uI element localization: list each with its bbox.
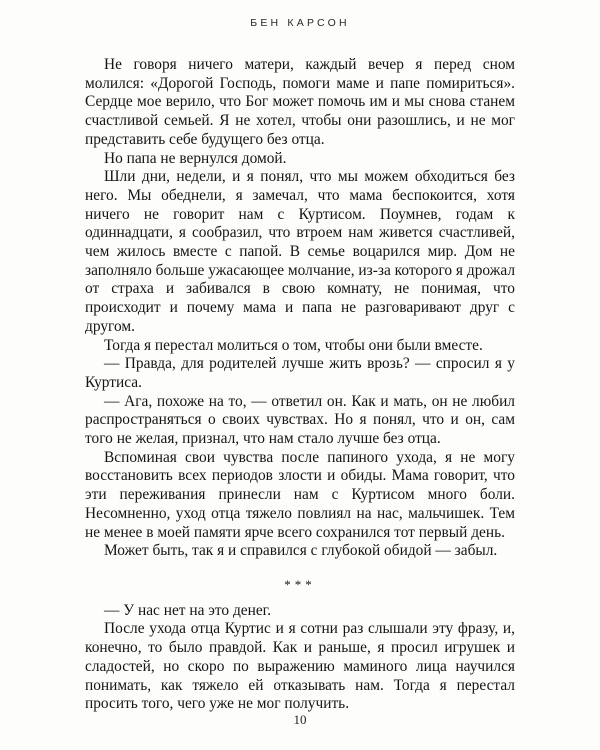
paragraph: Не говоря ничего матери, каждый вечер я перед сном молился: «Дорогой Господь, помоги маме и папе помириться». Сердце мое верило, что Бог может помочь им и мы снова станем счастливой семьей. Я не хотел, чтобы они разошлись, и не мог представить себе будущего без отца. [85,56,515,148]
paragraph: — У нас нет на это денег. [104,601,272,619]
body-text [85,56,515,714]
paragraph: Тогда я перестал молиться о том, чтобы они были вместе. [104,336,483,354]
paragraph: Но папа не вернулся домой. [104,149,287,167]
paragraph: Может быть, так я и справился с глубокой обидой — забыл. [104,542,498,560]
paragraph: — Правда, для родителей лучше жить врозь? — спросил я у Куртиса. [85,355,515,391]
paragraph: — Ага, похоже на то, — ответил он. Как и мать, он не любил распространяться о своих чувствах. Но я понял, что и он, сам того не желая, признал, что нам стало лучше без отца. [85,392,515,448]
paragraph: Вспоминая свои чувства после папиного ухода, я не могу восстановить всех периодов злости и обиды. Мама говорит, что эти переживания принесли нам с Куртисом много боли. Несомненно, уход отца тяжело повлиял на нас, мальчишек. Тем не менее в моей памяти ярче всего сохранился тот первый день. [85,448,515,541]
running-head: БЕН КАРСОН [250,17,350,29]
paragraph: После ухода отца Куртис и я сотни раз слышали эту фразу, и, конечно, то было правдой. Как и раньше, я просил игрушек и сладостей, но скоро по выражению маминого лица научился понимать, как тяжело ей отказывать нам. Тогда я перестал просить того, чего уже не мог получить. [85,620,515,713]
paragraph: Шли дни, недели, и я понял, что мы можем обходиться без него. Мы обеднели, я замечал, что мама беспокоится, хотя ничего не говорит нам с Куртисом. Поумнев, годам к одиннадцати, я сообразил, что втроем нам живется счастливей, чем жилось вместе с папой. В семье воцарился мир. Дом не заполняло больше ужасающее молчание, из-за которого я дрожал от страха и забивался в свою комнату, не понимая, что происходит и почему мама и папа не разговаривают друг с другом. [85,168,515,335]
section-separator: *** [284,576,316,592]
page-number: 10 [293,712,307,727]
